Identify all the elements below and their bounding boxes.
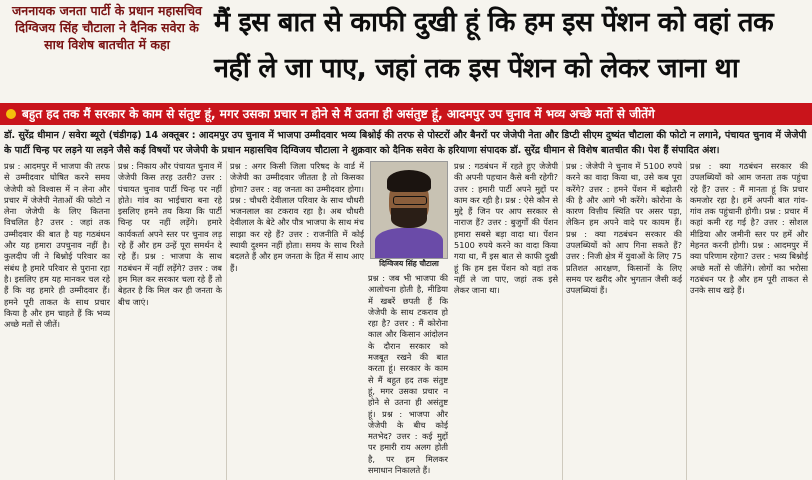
photo-caption: दिग्विजय सिंह चौटाला [379, 259, 439, 268]
column-3: प्रश्न : अगर किसी जिला परिषद के वार्ड में जेजेपी का उम्मीदवार जीतता है तो किसका होगा? उत्तर : वह जनता का उम्मीदवार होगा। प्रश्न : चौधरी देवीलाल परिवार के साथ चौधरी भजनलाल का टकराव रहा है। अब चौधरी देवीलाल के बेटे और पौत्र भाजपा के साथ मंच साझा कर रहे हैं? उत्तर : राजनीति में कोई स्थायी दुश्मन नहीं होता। समय के साथ रिश्ते बदलते हैं और हम जनता के हित में साथ आए हैं। [230, 161, 364, 273]
intro-box: जननायक जनता पार्टी के प्रधान महासचिव दिग्विजय सिंह चौटाला ने दैनिक सवेरा के साथ विशेष बातचीत में कहा [12, 3, 202, 52]
column-divider [226, 161, 227, 480]
column-divider [562, 161, 563, 480]
article-body [4, 161, 808, 480]
column-1: प्रश्न : आदमपुर में भाजपा की तरफ से उम्मीदवार घोषित करने समय जेजेपी को विश्वास में न लेना और प्रचार में जेजेपी नेताओं की फोटो न लेना जेजेपी के लिए कितना विचलित है? उत्तर : जहां तक उम्मीदवार की बात है यह गठबंधन और यह हमारा उपचुनाव नहीं है। कुलदीप जी ने बिश्नोई परिवार का संबंध है हमारे परिवार से पुराना रहा है। इसलिए हम यह मानकर चल रहे हैं कि वह हमारे ही उम्मीदवार हैं। हमने पूरी ताकत के साथ प्रचार किया है और हम चाहते हैं कि भव्य अच्छे मतों से जीतें। [4, 161, 110, 330]
column-divider [114, 161, 115, 480]
headline: मैं इस बात से काफी दुखी हूं कि हम इस पेंशन को वहां तक नहीं ले जा पाए, जहां तक इस पेंशन को लेकर जाना था [214, 7, 774, 84]
portrait-photo [370, 161, 448, 259]
column-2: प्रश्न : निकाय और पंचायत चुनाव में जेजेपी किस तरह उतरी? उत्तर : पंचायत चुनाव पार्टी चिन्ह पर नहीं होते। गांव का भाईचारा बना रहे इसलिए हमने तय किया कि पार्टी चिन्ह पर नहीं लड़ेंगे। हमारे कार्यकर्ता अपने स्तर पर चुनाव लड़ रहे हैं और हम उन्हें पूरा समर्थन दे रहे हैं। प्रश्न : भाजपा के साथ गठबंधन में नहीं लड़ेंगे? उत्तर : जब हम मिल कर सरकार चला रहे हैं तो बेहतर है कि मिल कर ही जनता के बीच जाएं। [118, 161, 222, 307]
column-5: प्रश्न : गठबंधन में रहते हुए जेजेपी की अपनी पहचान कैसे बनी रहेगी? उत्तर : हमारी पार्टी अपने मुद्दों पर काम कर रही है। प्रश्न : ऐसे कौन से मुद्दे हैं जिन पर आप सरकार से नाराज हैं? उत्तर : बुजुर्गों की पेंशन हमारा सबसे बड़ा वादा था। पेंशन 5100 रुपये करने का वादा किया गया था, मैं इस बात से काफी दुखी हूं कि हम इस पेंशन को वहां तक नहीं ले जा पाए, जहां तक इसे लेकर जाना था। [454, 161, 558, 296]
subheadline-bar [0, 103, 812, 125]
lede: डॉ. सुरेंद्र धीमान / सवेरा ब्यूरो (चंडीगढ़) 14 अक्तूबर : आदमपुर उप चुनाव में भाजपा उम्मीदवार भव्य बिश्नोई की तरफ से पोस्टरों और बैनरों पर जेजेपी नेता और डिप्टी सीएम दुष्यंत चौटाला की फोटो न लगाने, पंचायत चुनाव में जेजेपी के पार्टी चिन्ह पर लड़ने या लड़ने जैसे कई विषयों पर जेजेपी के प्रधान महासचिव दिग्विजय चौटाला ने शुक्रवार को दैनिक सवेरा के हरियाणा संपादक डॉ. सुरेंद्र धीमान से विशेष बातचीत की। पेश हैं संपादित अंश। [4, 130, 807, 156]
column-divider [686, 161, 687, 480]
column-4: प्रश्न : जब भी भाजपा की आलोचना होती है, मीडिया में खबरें छपती हैं कि जेजेपी के साथ टकराव हो रहा है? उत्तर : मैं कोरोना काल और किसान आंदोलन के दौरान सरकार को मजबूत रखने की बात करता हूं। सरकार के काम से मैं बहुत हद तक संतुष्ट हूं, मगर उसका प्रचार न होने से उतना ही असंतुष्ट हूं। प्रश्न : भाजपा और जेजेपी के बीच कोई मतभेद? उत्तर : कई मुद्दों पर हमारी राय अलग होती है, पर हम मिलकर समाधान निकालते हैं। [368, 273, 448, 476]
column-7: प्रश्न : क्या गठबंधन सरकार की उपलब्धियों को आम जनता तक पहुंचा रहे हैं? उत्तर : मैं मानता हूं कि प्रचार कमजोर रहा है। हमें अपनी बात गांव-गांव तक पहुंचानी होगी। प्रश्न : प्रचार में कहां कमी रह गई है? उत्तर : सोशल मीडिया और जमीनी स्तर पर हमें और मेहनत करनी होगी। प्रश्न : आदमपुर में क्या परिणाम रहेगा? उत्तर : भव्य बिश्नोई अच्छे मतों से जीतेंगे। लोगों का भरोसा गठबंधन पर है और हम पूरी ताकत से उनके साथ खड़े हैं। [690, 161, 808, 296]
bullet-icon [6, 109, 16, 119]
subheadline: बहुत हद तक मैं सरकार के काम से संतुष्ट हूं, मगर उसका प्रचार न होने से मैं उतना ही असंतुष्ट हूं, आदमपुर उप चुनाव में भव्य अच्छे मतों से जीतेंगे [22, 107, 655, 121]
header [0, 0, 812, 102]
column-6: प्रश्न : जेजेपी ने चुनाव में 5100 रुपये करने का वादा किया था, उसे कब पूरा करेंगे? उत्तर : हमने पेंशन में बढ़ोतरी की है और आगे भी करेंगे। कोरोना के कारण वित्तीय स्थिति पर असर पड़ा, लेकिन हम अपने वादे पर कायम हैं। प्रश्न : क्या गठबंधन सरकार की उपलब्धियों को आप गिना सकते हैं? उत्तर : निजी क्षेत्र में युवाओं के लिए 75 प्रतिशत आरक्षण, किसानों के लिए समय पर खरीद और भुगतान जैसी कई उपलब्धियां हैं। [566, 161, 682, 296]
glasses-icon [393, 196, 427, 205]
